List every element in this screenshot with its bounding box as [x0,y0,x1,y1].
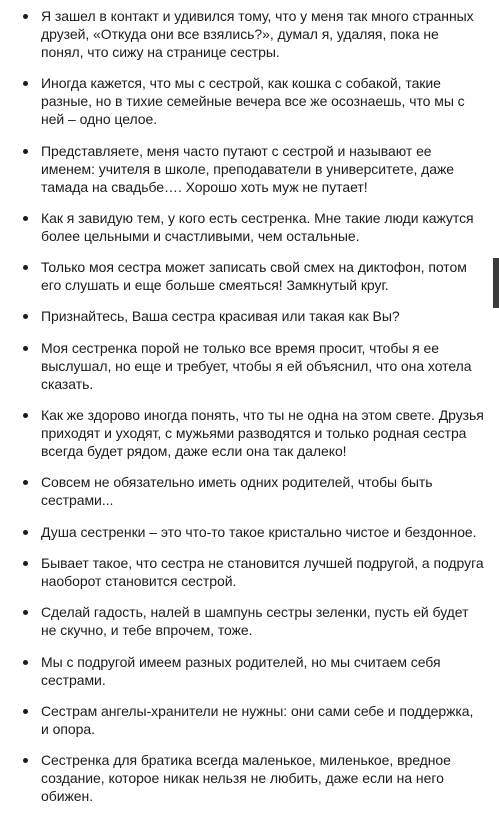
quote-text: Моя сестренка порой не только все время просит, чтобы я ее выслушал, но еще и требует, чтобы я ей объяснил, что она хотела сказать. [41,339,472,392]
quote-text: Признайтесь, Ваша сестра красивая или такая как Вы? [41,308,400,325]
quote-text: Только моя сестра может записать свой смех на диктофон, потом его слушать и еще больше смеяться! Замкнутый круг. [41,259,467,294]
quote-text: Совсем не обязательно иметь одних родителей, чтобы быть сестрами... [41,474,433,509]
list-item [0,554,484,590]
bullet-icon [23,561,28,566]
quote-text: Я зашел в контакт и удивился тому, что у меня так много странных друзей, «Откуда они все взялись?», думал я, удаляя, пока не понял, что сижу на странице сестры. [41,8,474,60]
scroll-handle[interactable] [493,258,499,308]
bullet-icon [23,314,28,319]
quote-text: Как же здорово иногда понять, что ты не одна на этом свете. Друзья приходят и уходят, с мужьями разводятся и только родная сестра всегда будет рядом, даже если она так далеко! [41,407,484,460]
list-item [0,339,484,393]
list-item [0,751,484,805]
list-item [0,307,484,325]
quote-text: Душа сестренки – это что-то такое кристально чистое и бездонное. [41,523,477,540]
bullet-icon [23,709,28,714]
bullet-icon [23,216,28,221]
bullet-icon [23,758,28,763]
list-item [0,142,484,196]
bullet-icon [23,346,28,351]
quote-text: Бывает такое, что сестра не становится лучшей подругой, а подруга наоборот становится сестрой. [41,554,484,589]
bullet-icon [23,480,28,485]
bullet-icon [23,265,28,270]
list-item [0,7,484,61]
quote-text: Сделай гадость, налей в шампунь сестры зеленки, пусть ей будет не скучно, и тебе впрочем, тоже. [41,604,469,639]
bullet-icon [23,530,28,535]
list-item [0,603,484,639]
quote-text: Как я завидую тем, у кого есть сестренка. Мне такие люди кажутся более цельными и счастливыми, чем остальные. [41,209,474,244]
list-item [0,74,484,128]
bullet-icon [23,413,28,418]
quote-text: Представляете, меня часто путают с сестрой и называют ее именем: учителя в школе, преподаватели в университете, даже тамада на свадьбе…. Хорошо хоть муж не путает! [41,142,455,195]
list-item [0,653,484,689]
bullet-icon [23,610,28,615]
list-item [0,702,484,738]
bullet-icon [23,14,28,19]
quote-text: Сестрам ангелы-хранители не нужны: они сами себе и поддержка, и опора. [41,702,474,737]
bullet-icon [23,660,28,665]
list-item [0,209,484,245]
quote-list [0,7,484,818]
quote-text: Сестренка для братика всегда маленькое, миленькое, вредное создание, которое никак нельзя не любить, даже если на него обижен. [41,752,451,805]
list-item [0,473,484,509]
bullet-icon [23,149,28,154]
quote-text: Мы с подругой имеем разных родителей, но мы считаем себя сестрами. [41,653,441,688]
quote-text: Иногда кажется, что мы с сестрой, как кошка с собакой, такие разные, но в тихие семейные вечера все же осознаешь, что мы с ней – одно целое. [41,75,465,128]
bullet-icon [23,81,28,86]
list-item [0,258,484,294]
list-item [0,406,484,460]
list-item [0,523,484,541]
